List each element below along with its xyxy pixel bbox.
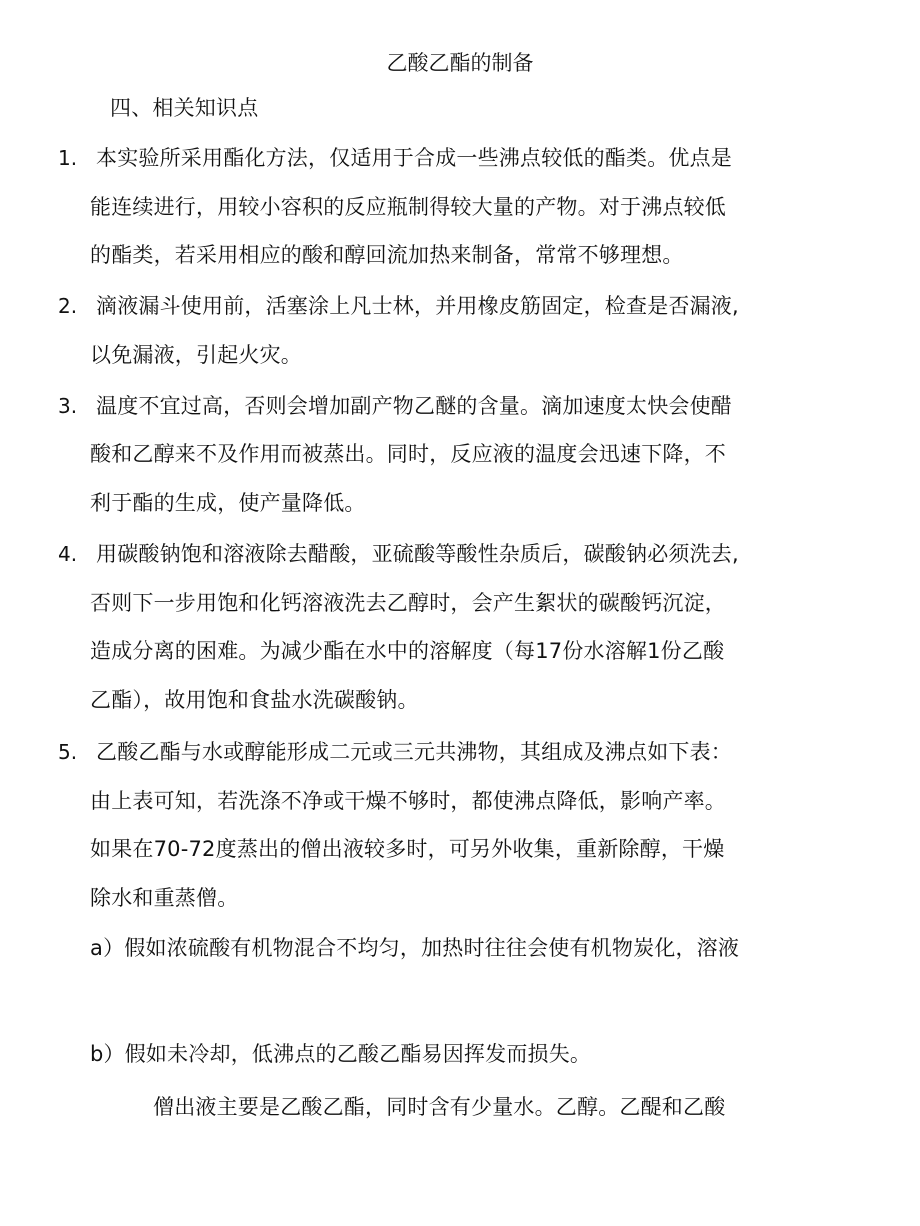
- item-number: 2.: [58, 294, 78, 318]
- item-number: 1.: [58, 146, 78, 170]
- item-line: 本实验所采用酯化方法，仅适用于合成一些沸点较低的酯类。优点是: [96, 146, 732, 170]
- item-line: 如果在70-72度蒸出的僧出液较多时，可另外收集，重新除醇，干燥: [90, 837, 725, 861]
- item-line: 温度不宜过高，否则会增加副产物乙醚的含量。滴加速度太快会使醋: [96, 394, 732, 418]
- sub-point-a: a）假如浓硫酸有机物混合不均匀，加热时往往会使有机物炭化，溶液: [90, 936, 740, 960]
- item-line: 乙酸乙酯与水或醇能形成二元或三元共沸物，其组成及沸点如下表：: [96, 740, 732, 764]
- item-line: 的酯类，若采用相应的酸和醇回流加热来制备，常常不够理想。: [90, 243, 684, 267]
- item-line: 能连续进行，用较小容积的反应瓶制得较大量的产物。对于沸点较低: [90, 195, 726, 219]
- item-line: 否则下一步用饱和化钙溶液洗去乙醇时，会产生絮状的碳酸钙沉淀，: [90, 591, 726, 615]
- item-line: 用碳酸钠饱和溶液除去醋酸，亚硫酸等酸性杂质后，碳酸钠必须洗去,: [96, 542, 739, 566]
- item-line: 由上表可知，若洗涤不净或干燥不够时，都使沸点降低，影响产率。: [90, 789, 726, 813]
- item-number: 4.: [58, 542, 78, 566]
- item-line: 除水和重蒸僧。: [90, 886, 239, 910]
- closing-line: 僧出液主要是乙酸乙酯，同时含有少量水。乙醇。乙醍和乙酸: [153, 1095, 726, 1119]
- item-line: 滴液漏斗使用前，活塞涂上凡士林，并用橡皮筋固定，检查是否漏液,: [96, 294, 739, 318]
- item-number: 3.: [58, 394, 78, 418]
- item-number: 5.: [58, 740, 78, 764]
- item-line: 造成分离的困难。为减少酯在水中的溶解度（每17份水溶解1份乙酸: [90, 639, 725, 663]
- item-line: 酸和乙醇来不及作用而被蒸出。同时，反应液的温度会迅速下降，不: [90, 442, 726, 466]
- section-heading: 四、相关知识点: [110, 96, 259, 120]
- item-line: 利于酯的生成，使产量降低。: [90, 491, 366, 515]
- page-title: 乙酸乙酯的制备: [386, 51, 534, 75]
- item-line: 乙酯），故用饱和食盐水洗碳酸钠。: [90, 688, 419, 712]
- sub-point-b: b）假如未冷却，低沸点的乙酸乙酯易因挥发而损失。: [90, 1042, 592, 1066]
- item-line: 以免漏液，引起火灾。: [90, 343, 302, 367]
